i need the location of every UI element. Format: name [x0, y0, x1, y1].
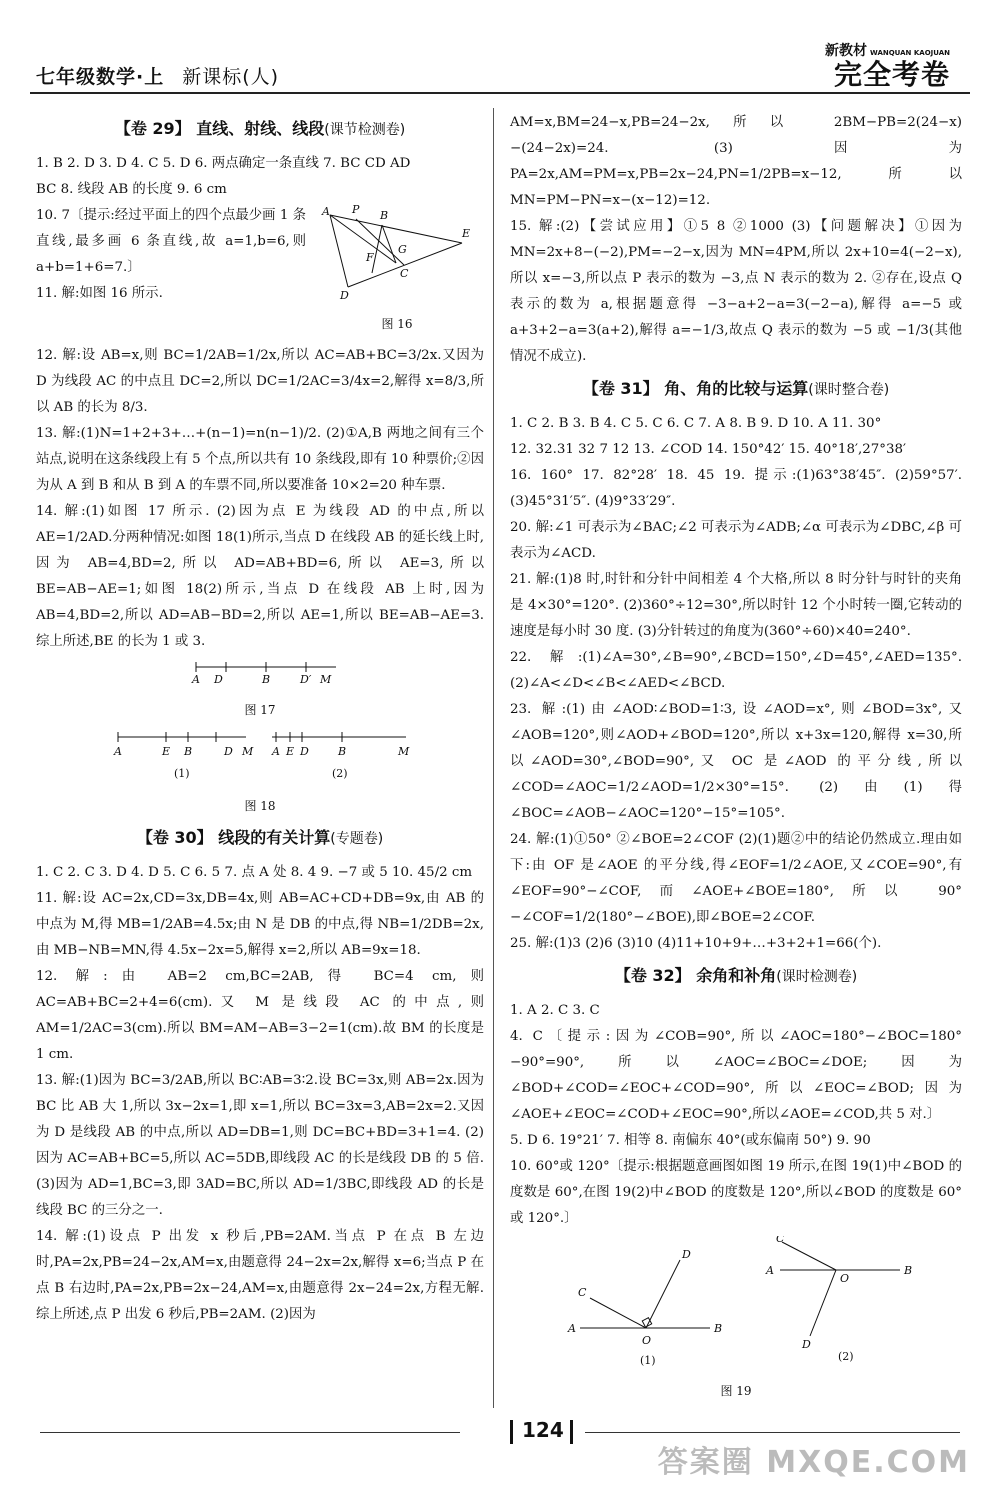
section-header-31	[510, 376, 962, 403]
answer-line: AM=x,BM=24−x,PB=24−2x,所以 2BM−PB=2(24−x)−(24−2x)=24. (3)因为 PA=2x,AM=PM=x,PB=2x−24,PN=1/2PB=x−12,所以 MN=PM−PN=x−(x−12)=12.	[510, 115, 962, 208]
answer-line: 13. 解:(1)因为 BC=3/2AB,所以 BC∶AB=3∶2.设 BC=3x,则 AB=2x.因为 BC 比 AB 大 1,所以 3x−2x=1,即 x=1,所以 BC=3x=3,AB=2x=2.又因为 D 是线段 AB 的中点,所以 AD=DB=1,则 DC=BC+BD=3+1=4. (2)因为 AC=AB+BC=5,所以 AC=5DB,即线段 AC 的长是线段 DB 的 5 倍. (3)因为 AD=1,BC=3,即 3AD=BC,所以 AD=1/3BC,即线段 AD 的长是线段 BC 的三分之一.	[36, 1073, 484, 1218]
answer-line: 11. 解:如图 16 所示.	[36, 286, 163, 301]
answer-line: 24. 解:(1)①50° ②∠BOE=2∠COF (2)(1)题②中的结论仍然成立.理由如下:由 OF 是∠AOE 的平分线,得∠EOF=1/2∠AOE,又∠COE=90°,有∠EOF=90°−∠COF,而∠AOE+∠BOE=180°,所以 90°−∠COF=1/2(180°−∠BOE),即∠BOE=2∠COF.	[510, 832, 962, 925]
label: C	[578, 1286, 587, 1299]
figure-16	[312, 203, 482, 343]
label: E	[162, 745, 171, 758]
footer-bar	[570, 1420, 573, 1444]
label: D	[802, 1338, 811, 1351]
label: B	[262, 673, 271, 685]
book-title	[36, 62, 279, 89]
section-kind: (课时检测卷)	[776, 969, 858, 985]
footer-bar	[510, 1420, 513, 1444]
answer-line: 15. 解:(2)【尝试应用】①5 8 ②1000 (3)【问题解决】①因为 MN=2x+8−(−2),PM=−2−x,因为 MN=4PM,所以 2x+10=4(−2−x),所以 x=−3,所以点 P 表示的数为 −3,点 N 表示的数为 2. ②存在,设点 Q 表示的数为 a,根据题意得 −3−a+2−a=3(−2−a),解得 a=−5 或 a+3+2−a=3(a+2),解得 a=−1/3,故点 Q 表示的数为 −5 或 −1/3(其他情况不成立).	[510, 219, 962, 364]
figure-17-drawing	[36, 659, 484, 685]
label: A	[192, 673, 200, 685]
label: B	[714, 1322, 723, 1335]
section-tag: 【卷 31】	[582, 379, 659, 398]
answer-line: 14. 解:(1)设点 P 出发 x 秒后,PB=2AM.当点 P 在点 B 左边时,PA=2x,PB=24−2x,AM=x,由题意得 24−2x=2x,解得 x=6;当点 P 在点 B 右边时,PA=2x,PB=2x−24,AM=x,由题意得 2x−24=2x,方程无解.综上所述,点 P 出发 6 秒后,PB=2AM. (2)因为	[36, 1229, 484, 1322]
answer-line: 1. B 2. D 3. D 4. C 5. D 6. 两点确定一条直线 7. BC CD AD	[36, 156, 411, 171]
label: P	[352, 203, 360, 216]
answer-line: 21. 解:(1)8 时,时针和分针中间相差 4 个大格,所以 8 时分针与时针的夹角是 4×30°=120°. (2)360°÷12=30°,所以时针 12 个小时转一圈,它转动的速度是每小时 30 度. (3)分针转过的角度为(360°÷60)×40=240°.	[510, 572, 962, 639]
column-divider	[493, 108, 494, 1408]
footer-rule-right	[585, 1432, 960, 1433]
answer-line: 4. C〔提示:因为∠COB=90°,所以∠AOC=180°−∠BOC=180°−90°=90°,所以∠AOC=∠BOC=∠DOE;因为∠BOD+∠COD=∠EOC+∠COD=90°,所以∠EOC=∠BOD;因为∠AOE+∠EOC=∠COD+∠EOC=90°,所以∠AOE=∠COD,共 5 对.〕	[510, 1029, 962, 1122]
label: M	[242, 745, 254, 758]
label: O	[642, 1334, 652, 1347]
sub-label: (1)	[174, 767, 190, 780]
label: A	[322, 205, 330, 218]
answer-line: 16. 160° 17. 82°28′ 18. 45 19. 提示:(1)63°38′45″. (2)59°57′. (3)45°31′5″. (4)9°33′29″.	[510, 468, 962, 509]
figure-19-drawing	[510, 1236, 962, 1366]
brand-pinyin: WANQUAN KAOJUAN	[870, 49, 950, 57]
section-title: 线段的有关计算	[218, 828, 331, 847]
figure-caption: 图 19	[720, 1384, 752, 1398]
section-header-30	[36, 825, 484, 852]
label: C	[400, 267, 409, 280]
watermark: 答案圈 MXQE.COM	[657, 1445, 970, 1480]
left-column	[36, 110, 484, 1328]
section-header-32	[510, 963, 962, 990]
label: D	[682, 1248, 691, 1261]
label: D′	[300, 673, 312, 685]
brand-top: 新教材	[825, 43, 868, 59]
section-tag: 【卷 30】	[136, 828, 213, 847]
label: D	[224, 745, 233, 758]
sub-label: (2)	[838, 1350, 854, 1363]
figure-18	[36, 729, 484, 819]
section-title: 角、角的比较与运算	[664, 379, 809, 398]
answer-line: 13. 解:(1)N=1+2+3+…+(n−1)=n(n−1)/2. (2)①A,B 两地之间有三个站点,说明在这条线段上有 5 个点,所以共有 10 条线段,即有 10 种票价;②因为从 A 到 B 和从 B 到 A 的车票不同,所以要准备 10×2=20 种车票.	[36, 426, 484, 493]
answer-line: BC 8. 线段 AB 的长度 9. 6 cm	[36, 182, 227, 197]
label: G	[398, 243, 407, 256]
answer-line: 25. 解:(1)3 (2)6 (3)10 (4)11+10+9+…+3+2+1=66(个).	[510, 936, 882, 951]
label: A	[766, 1264, 774, 1277]
answer-line: 11. 解:设 AC=2x,CD=3x,DB=4x,则 AB=AC+CD+DB=9x,由 AB 的中点为 M,得 MB=1/2AB=4.5x;由 N 是 DB 的中点,得 NB=1/2DB=2x,由 MB−NB=MN,得 4.5x−2x=5,解得 x=2,所以 AB=9x=18.	[36, 891, 484, 958]
figure-caption: 图 17	[244, 703, 276, 717]
section-kind: (课时整合卷)	[808, 382, 890, 398]
answer-line: 12. 32.31 32 7 12 13. ∠COD 14. 150°42′ 15. 40°18′,27°38′	[510, 442, 907, 457]
answer-line: 10. 60°或 120°〔提示:根据题意画图如图 19 所示,在图 19(1)中∠BOD 的度数是 60°,在图 19(2)中∠BOD 的度数是 120°,所以∠BOD 的度数是 60°或 120°.〕	[510, 1159, 962, 1226]
label: D	[340, 289, 349, 299]
figure-18-drawing	[36, 729, 484, 781]
figure-19	[510, 1236, 962, 1404]
section-title: 直线、射线、线段	[196, 119, 325, 138]
footer-rule-left	[40, 1432, 460, 1433]
page-number: 124	[522, 1418, 564, 1442]
label: A	[272, 745, 280, 758]
label: B	[184, 745, 193, 758]
label: M	[320, 673, 332, 685]
answer-line: 1. C 2. C 3. D 4. D 5. C 6. 5 7. 点 A 处 8. 4 9. −7 或 5 10. 45/2 cm	[36, 865, 473, 880]
section-tag: 【卷 29】	[114, 119, 191, 138]
sub-label: (2)	[332, 767, 348, 780]
label: C	[776, 1236, 785, 1245]
answer-line: 12. 解:由 AB=2 cm,BC=2AB,得 BC=4 cm,则 AC=AB+BC=2+4=6(cm).又 M 是线段 AC 的中点,则 AM=1/2AC=3(cm).所以 BM=AM−AB=3−2=1(cm).故 BM 的长度是 1 cm.	[36, 969, 484, 1062]
brand-logo	[825, 40, 950, 90]
section-title: 余角和补角	[696, 966, 777, 985]
figure-caption: 图 18	[244, 799, 276, 813]
figure-16-drawing	[312, 203, 482, 299]
section-tag: 【卷 32】	[614, 966, 691, 985]
label: A	[114, 745, 122, 758]
answer-line: 5. D 6. 19°21′ 7. 相等 8. 南偏东 40°(或东偏南 50°) 9. 90	[510, 1133, 871, 1148]
answer-line: 20. 解:∠1 可表示为∠BAC;∠2 可表示为∠ADB;∠α 可表示为∠DBC,∠β 可表示为∠ACD.	[510, 520, 962, 561]
page-header	[30, 40, 970, 94]
label: B	[380, 209, 389, 222]
section-header-29	[36, 116, 484, 143]
figure-17	[36, 659, 484, 723]
label: B	[904, 1264, 913, 1277]
sub-label: (1)	[640, 1354, 656, 1366]
label: E	[286, 745, 295, 758]
label: B	[338, 745, 347, 758]
right-column	[510, 110, 962, 1410]
figure-caption: 图 16	[381, 317, 413, 331]
answer-line: 1. C 2. B 3. B 4. C 5. C 6. C 7. A 8. B 9. D 10. A 11. 30°	[510, 416, 882, 431]
section-kind: (课节检测卷)	[324, 122, 406, 138]
answer-line: 14. 解:(1)如图 17 所示. (2)因为点 E 为线段 AD 的中点,所以 AE=1/2AD.分两种情况:如图 18(1)所示,当点 D 在线段 AB 的延长线上时,因为 AB=4,BD=2,所以 AD=AB+BD=6,所以 AE=3,所以 BE=AB−AE=1;如图 18(2)所示,当点 D 在线段 AB 上时,因为 AB=4,BD=2,所以 AD=AB−BD=2,所以 AE=1,所以 BE=AB−AE=3.综上所述,BE 的长为 1 或 3.	[36, 504, 484, 649]
brand-main: 完全考卷	[833, 58, 950, 91]
label: O	[840, 1272, 850, 1285]
grade-subject: 七年级数学·上	[36, 66, 165, 88]
answer-line: 12. 解:设 AB=x,则 BC=1/2AB=1/2x,所以 AC=AB+BC=3/2x.又因为 D 为线段 AC 的中点且 DC=2,所以 DC=1/2AC=3/4x=2,解得 x=8/3,所以 AB 的长为 8/3.	[36, 348, 484, 415]
label: M	[398, 745, 410, 758]
label: A	[568, 1322, 576, 1335]
edition: 新课标(人)	[182, 66, 280, 88]
label: F	[366, 251, 374, 264]
label: D	[300, 745, 309, 758]
answer-line: 22. 解:(1)∠A=30°,∠B=90°,∠BCD=150°,∠D=45°,∠AED=135°. (2)∠A<∠D<∠B<∠AED<∠BCD.	[510, 650, 962, 691]
label: E	[462, 227, 471, 240]
answer-line: 23. 解:(1)由∠AOD∶∠BOD=1∶3,设∠AOD=x°,则∠BOD=3x°,又∠AOB=120°,则∠AOD+∠BOD=120°,所以 x+3x=120,解得 x=30,所以∠AOD=30°,∠BOD=90°,又 OC 是∠AOD 的平分线,所以∠COD=∠AOC=1/2∠AOD=1/2×30°=15°. (2)由(1)得∠BOC=∠AOB−∠AOC=120°−15°=105°.	[510, 702, 962, 821]
section-kind: (专题卷)	[330, 831, 384, 847]
label: D	[214, 673, 223, 685]
answer-line: 10. 7〔提示:经过平面上的四个点最少画 1 条直线,最多画 6 条直线,故 a=1,b=6,则 a+b=1+6=7.〕	[36, 208, 306, 275]
answer-line: 1. A 2. C 3. C	[510, 1003, 600, 1018]
